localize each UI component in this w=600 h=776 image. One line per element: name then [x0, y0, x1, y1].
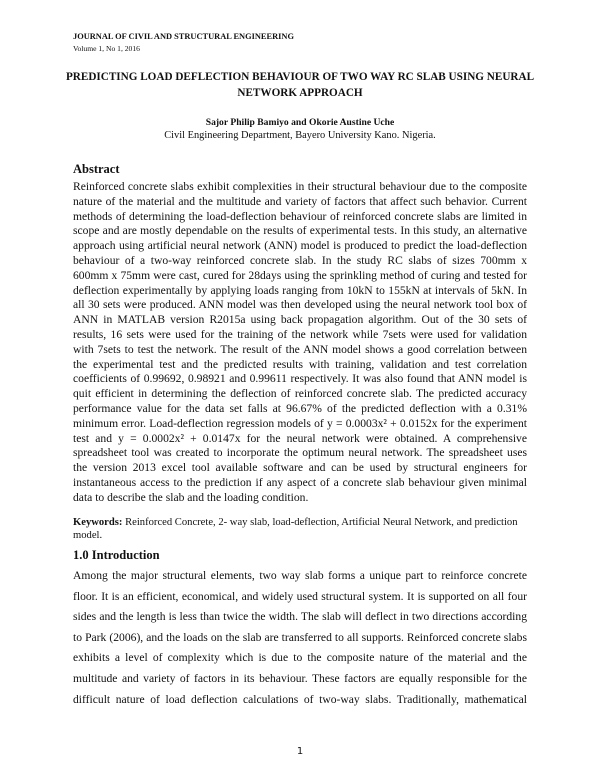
text-line: exhibits a level of complexity which is due to the composite nature of the material and the: [73, 651, 527, 665]
text-line: sides and the length is less than twice the width. The slab will deflect in two directions according: [73, 610, 527, 624]
text-line: test and y = 0.0002x² + 0.0147x for the neural network were obtained. A comprehensive: [73, 431, 527, 445]
text-line: quit efficient in determining the deflection of reinforced concrete slab. The predicted accuracy: [73, 387, 527, 401]
text-line: scope and are mostly dependable on the results of experimental tests. In this study, an alternative: [73, 224, 527, 238]
text-line: the version 2013 excel tool available software and can be used by structural engineers for: [73, 461, 527, 475]
text-line: methods of determining the load-deflection behaviour of reinforced concrete slabs are limited in: [73, 209, 527, 223]
paper-title: [60, 69, 540, 101]
text-line: coefficients of 0.99692, 0.98921 and 0.99611 respectively. It was also found that ANN model is: [73, 372, 527, 386]
text-line: approach using artificial neural network (ANN) model is produced to predict the load-deflection: [73, 239, 527, 253]
text-line: floor. It is an efficient, economical, and widely used structural system. It is supported on all four: [73, 589, 527, 603]
authors: Sajor Philip Bamiyo and Okorie Austine Uche: [205, 117, 395, 128]
keywords: [73, 516, 527, 542]
abstract-body: [73, 180, 527, 506]
text-line: Reinforced concrete slabs exhibit complexities in their structural behaviour due to the composite: [73, 180, 527, 193]
journal-volume: Volume 1, No 1, 2016: [73, 44, 140, 53]
text-line: with 7sets to test the network. The result of the ANN model shows a good correlation between: [73, 342, 527, 356]
journal-name: JOURNAL OF CIVIL AND STRUCTURAL ENGINEERING: [73, 32, 294, 41]
text-line: data to describe the slab and the loading condition.: [73, 490, 309, 504]
text-line: spreadsheet tool was created to incorporate the optimum neural network. The spreadsheet uses: [73, 446, 527, 460]
title-line: PREDICTING LOAD DEFLECTION BEHAVIOUR OF TWO WAY RC SLAB USING NEURAL: [65, 71, 535, 83]
text-line: deflection experimentally by applying loads ranging from 10kN to 155kN at intervals of 5kN. In: [73, 283, 527, 297]
text-line: multitude and variety of factors in its behaviour. These factors are equally responsible for the: [73, 671, 527, 685]
text-line: minimum error. Load-deflection regression models of y = 0.0003x² + 0.0152x for the experiment: [73, 416, 527, 430]
keywords-label: Keywords:: [73, 517, 123, 528]
title-line: NETWORK APPROACH: [237, 87, 363, 99]
text-line: nature of the material and the multitude and variety of factors that affect such behavior. Current: [73, 194, 527, 208]
affiliation: Civil Engineering Department, Bayero University Kano. Nigeria.: [164, 130, 436, 141]
text-line: 600mm x 75mm were cast, cured for 28days using the sprinkling method of curing and tested for: [73, 268, 527, 282]
text-line: results, 16 sets were used for the training of the network while 7sets were used for validation: [73, 327, 527, 341]
text-line: performance value for the data set falls at 96.67% of the predicted deflection with a 0.31%: [73, 401, 527, 415]
text-line: ANN in MATLAB version R2015a using back propagation algorithm. Out of the 30 sets of: [73, 313, 527, 327]
introduction-body: [73, 566, 527, 710]
introduction-heading: 1.0 Introduction: [73, 548, 160, 562]
text-line: behaviour of a two-way reinforced concrete slab. In the study RC slabs of sizes 700mm x: [73, 253, 527, 267]
text-line: the experimental test and the predicted results with training, validation and test correlation: [73, 357, 527, 371]
text-line: to Park (2006), and the loads on the slab are transferred to all supports. Reinforced concrete slabs: [73, 630, 527, 644]
text-line: all 30 sets were produced. ANN model was then developed using the neural network tool box of: [73, 298, 527, 312]
abstract-heading: Abstract: [73, 162, 120, 176]
text-line: instantaneous access to the prediction if any aspect of a concrete slab behaviour given minimal: [73, 475, 527, 489]
page-number: 1: [296, 746, 304, 757]
text-line: Among the major structural elements, two way slab forms a unique part to reinforce concrete: [73, 569, 527, 582]
keywords-text: Reinforced Concrete, 2- way slab, load-deflection, Artificial Neural Network, and prediction model.: [73, 517, 518, 541]
text-line: difficult nature of load deflection calculations of two-way slabs. Traditionally, mathematical: [73, 692, 527, 706]
